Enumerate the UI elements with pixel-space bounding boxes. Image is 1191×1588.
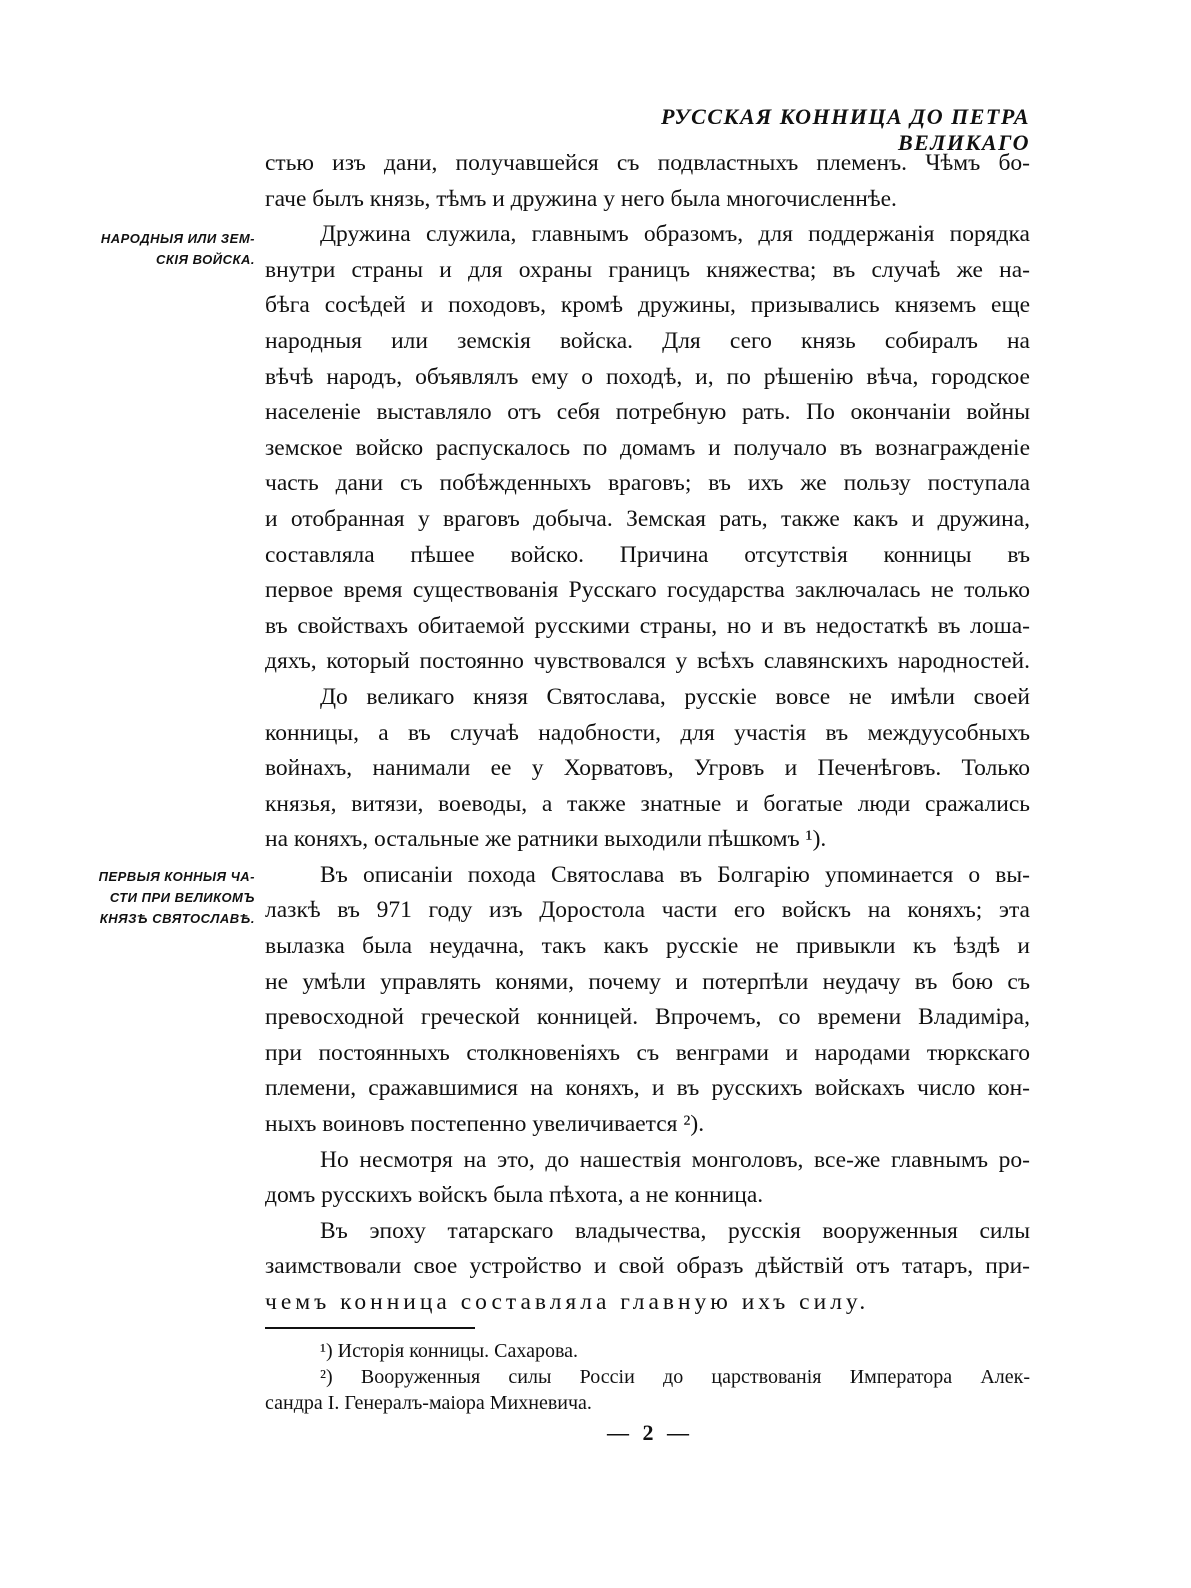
text-line: первое время существованія Русскаго государства заключалась не только: [265, 577, 1030, 604]
text-line: домъ русскихъ войскъ была пѣхота, а не конница.: [265, 1182, 764, 1209]
margin-note-svyatoslav: [55, 866, 255, 929]
footnotes: [265, 1338, 1030, 1416]
text-line: часть дани съ побѣжденныхъ враговъ; въ ихъ же пользу поступала: [265, 470, 1030, 497]
text-line: Въ эпоху татарскаго владычества, русскія вооруженныя силы: [320, 1217, 1030, 1244]
margin-note-line: ПЕРВЫЯ КОННЫЯ ЧА-: [98, 869, 255, 884]
text-line: на коняхъ, остальные же ратники выходили пѣшкомъ ¹).: [265, 826, 827, 853]
text-line: дяхъ, который постоянно чувствовался у всѣхъ славянскихъ народностей.: [265, 648, 1030, 675]
footnote-rule: [265, 1327, 475, 1329]
text-line: Въ описаніи похода Святослава въ Болгарію упоминается о вы-: [320, 861, 1030, 888]
margin-note-zemskie: [55, 228, 255, 270]
margin-note-line: КНЯЗѢ СВЯТОСЛАВѢ.: [99, 911, 255, 926]
text-line: стью изъ дани, получавшейся съ подвластныхъ племенъ. Чѣмъ бо-: [265, 150, 1030, 176]
page-number: — 2 —: [607, 1420, 693, 1445]
text-line: въ свойствахъ обитаемой русскими страны, но и въ недостаткѣ въ лоша-: [265, 612, 1030, 639]
text-line: ныхъ воиновъ постепенно увеличивается ²).: [265, 1111, 705, 1138]
text-line: вѣчѣ народъ, объявлялъ ему о походѣ, и, по рѣшенію вѣча, городское: [265, 363, 1030, 390]
text-line: земское войско распускалось по домамъ и получало въ вознагражденіе: [265, 434, 1030, 461]
text-line: населеніе выставляло отъ себя потребную рать. По окончаніи войны: [265, 399, 1030, 426]
footnote-2-line-2: сандра I. Генералъ-маіора Михневича.: [265, 1392, 592, 1414]
text-line: войнахъ, нанимали ее у Хорватовъ, Угровъ и Печенѣговъ. Только: [265, 755, 1030, 782]
text-line: превосходной греческой конницей. Впрочемъ, со времени Владиміра,: [265, 1004, 1030, 1031]
text-line: До великаго князя Святослава, русскіе вовсе не имѣли своей: [320, 683, 1030, 710]
margin-note-line: СТИ ПРИ ВЕЛИКОМЪ: [109, 890, 255, 905]
text-line: конницы, а въ случаѣ надобности, для участія въ междуусобныхъ: [265, 719, 1030, 746]
text-line: при постоянныхъ столкновеніяхъ съ венграми и народами тюркскаго: [265, 1039, 1030, 1066]
text-line: составляла пѣшее войско. Причина отсутствія конницы въ: [265, 541, 1030, 568]
text-line: лазкѣ въ 971 году изъ Доростола части его войскъ на коняхъ; эта: [265, 897, 1030, 924]
text-line: не умѣли управлять конями, почему и потерпѣли неудачу въ бою съ: [265, 968, 1030, 995]
running-header: РУССКАЯ КОННИЦА ДО ПЕТРА ВЕЛИКАГО: [660, 104, 1030, 155]
text-line: внутри страны и для охраны границъ княжества; въ случаѣ же на-: [265, 256, 1030, 283]
text-line: заимствовали свое устройство и свой образъ дѣйствій отъ татаръ, при-: [265, 1253, 1030, 1280]
footnote-1: ¹) Исторія конницы. Сахарова.: [320, 1340, 579, 1362]
text-line: Но несмотря на это, до нашествія монголовъ, все-же главнымъ ро-: [320, 1146, 1030, 1173]
text-line: и отобранная у враговъ добыча. Земская рать, также какъ и дружина,: [265, 505, 1030, 532]
text-line: народныя или земскія войска. Для сего князь собиралъ на: [265, 327, 1030, 354]
text-line: Дружина служила, главнымъ образомъ, для поддержанія порядка: [320, 221, 1030, 248]
text-line: бѣга сосѣдей и походовъ, кромѣ дружины, призывались княземъ еще: [265, 292, 1030, 319]
text-line: чемъ конница составляла главную ихъ силу.: [265, 1289, 870, 1315]
text-line: вылазка была неудачна, такъ какъ русскіе не привыкли къ ѣздѣ и: [265, 933, 1030, 960]
body-text: [265, 146, 1030, 1321]
text-line: племени, сражавшимися на коняхъ, и въ русскихъ войскахъ число кон-: [265, 1075, 1030, 1102]
text-line: гаче былъ князь, тѣмъ и дружина у него была многочисленнѣе.: [265, 185, 897, 212]
footnote-2-line-1: ²) Вооруженныя силы Россіи до царствованія Императора Алек-: [320, 1366, 1030, 1388]
text-line: князья, витязи, воеводы, а также знатные и богатые люди сражались: [265, 790, 1030, 817]
margin-note-line: СКІЯ ВОЙСКА.: [156, 252, 255, 267]
margin-note-line: НАРОДНЫЯ ИЛИ ЗЕМ-: [100, 231, 255, 246]
